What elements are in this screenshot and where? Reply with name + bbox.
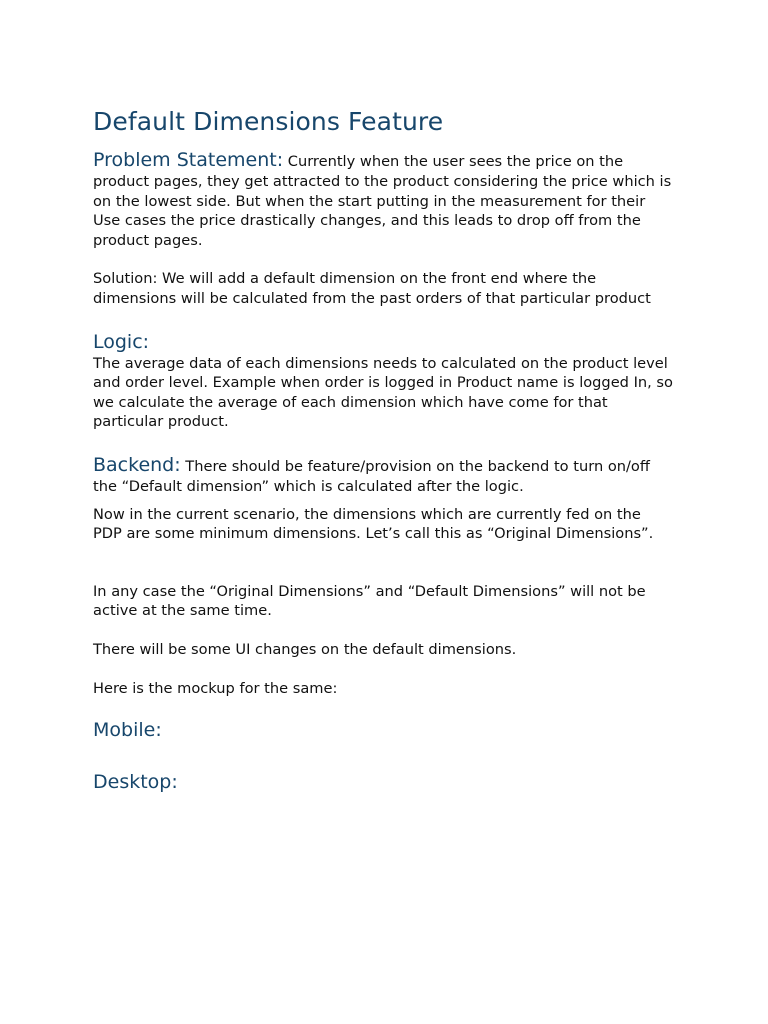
document-title: Default Dimensions Feature	[93, 107, 444, 136]
any-case-paragraph: In any case the “Original Dimensions” and “Default Dimensions” will not be active at the same time.	[93, 582, 646, 620]
backend-paragraph	[93, 453, 674, 497]
problem-statement-heading: Problem Statement:	[93, 149, 284, 171]
backend-heading: Backend:	[93, 453, 181, 476]
mobile-heading: Mobile:	[93, 719, 162, 742]
mockup-intro-paragraph: Here is the mockup for the same:	[93, 679, 338, 697]
ui-changes-paragraph: There will be some UI changes on the default dimensions.	[93, 640, 517, 658]
problem-statement-text: Currently when the user sees the price on the product pages, they get attracted to the product considering the price which is on the lowest side. But when the start putting in the measurement for their Use cases the price drastically changes, and this leads to drop off from the product pages.	[93, 153, 672, 249]
backend-text: There should be feature/provision on the backend to turn on/off the “Default dimension” which is calculated after the logic.	[93, 457, 650, 495]
solution-paragraph: Solution: We will add a default dimension on the front end where the dimensions will be calculated from the past orders of that particular product	[93, 270, 651, 307]
problem-statement-paragraph	[93, 148, 674, 250]
desktop-heading: Desktop:	[93, 771, 178, 794]
logic-heading: Logic:	[93, 330, 150, 353]
current-scenario-paragraph: Now in the current scenario, the dimensions which are currently fed on the PDP are some minimum dimensions. Let’s call this as “Original Dimensions”.	[93, 505, 654, 543]
logic-paragraph: The average data of each dimensions needs to calculated on the product level and order level. Example when order is logged in Product name is logged In, so we calculate the average of each dimension which have come for that particular product.	[93, 354, 673, 431]
